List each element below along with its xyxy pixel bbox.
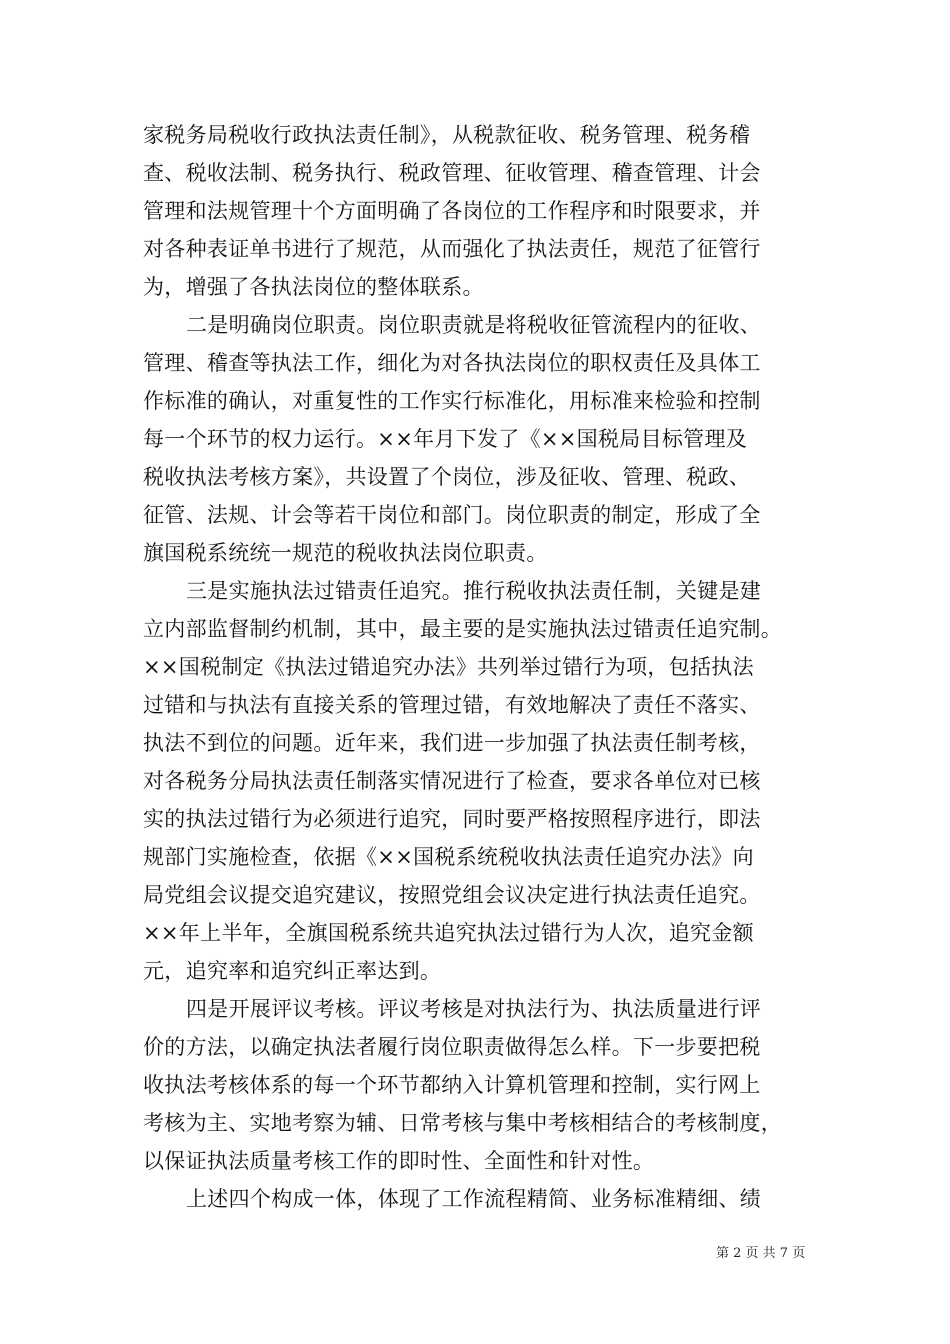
text-line: 立内部监督制约机制，其中，最主要的是实施执法过错责任追究制。 <box>143 617 782 641</box>
text-line: 管理、稽查等执法工作，细化为对各执法岗位的职权责任及具体工 <box>143 351 761 375</box>
text-line: ××国税制定《执法过错追究办法》共列举过错行为项，包括执法 <box>143 655 754 679</box>
page-number: 第 2 页 共 7 页 <box>716 1246 806 1261</box>
text-line: 为，增强了各执法岗位的整体联系。 <box>143 275 484 299</box>
text-line: 对各税务分局执法责任制落实情况进行了检查，要求各单位对已核 <box>143 769 761 793</box>
text-line: 局党组会议提交追究建议，按照党组会议决定进行执法责任追究。 <box>143 883 761 907</box>
paragraph-first-line: 二是明确岗位职责。岗位职责就是将税收征管流程内的征收、 <box>186 313 762 337</box>
paragraph-first-line: 四是开展评议考核。评议考核是对执法行为、执法质量进行评 <box>186 997 762 1021</box>
paragraph-first-line: 三是实施执法过错责任追究。推行税收执法责任制，关键是建 <box>186 579 762 603</box>
text-line: 实的执法过错行为必须进行追究，同时要严格按照程序进行，即法 <box>143 807 761 831</box>
text-line: 管理和法规管理十个方面明确了各岗位的工作程序和时限要求，并 <box>143 199 761 223</box>
text-line: 征管、法规、计会等若干岗位和部门。岗位职责的制定，形成了全 <box>143 503 761 527</box>
text-line: 旗国税系统统一规范的税收执法岗位职责。 <box>143 541 548 565</box>
text-line: 收执法考核体系的每一个环节都纳入计算机管理和控制，实行网上 <box>143 1073 761 1097</box>
text-line: 查、税收法制、税务执行、税政管理、征收管理、稽查管理、计会 <box>143 161 761 185</box>
text-line: 作标准的确认，对重复性的工作实行标准化，用标准来检验和控制 <box>143 389 761 413</box>
text-line: 家税务局税收行政执法责任制》，从税款征收、税务管理、税务稽 <box>143 123 751 147</box>
text-line: 以保证执法质量考核工作的即时性、全面性和针对性。 <box>143 1149 655 1173</box>
text-line: 对各种表证单书进行了规范，从而强化了执法责任，规范了征管行 <box>143 237 761 261</box>
document-body <box>143 116 823 1218</box>
text-line: 价的方法，以确定执法者履行岗位职责做得怎么样。下一步要把税 <box>143 1035 761 1059</box>
text-line: 执法不到位的问题。近年来，我们进一步加强了执法责任制考核， <box>143 731 761 755</box>
paragraph-first-line: 上述四个构成一体，体现了工作流程精简、业务标准精细、绩 <box>186 1187 762 1211</box>
text-line: ××年上半年，全旗国税系统共追究执法过错行为人次，追究金额 <box>143 921 754 945</box>
text-line: 税收执法考核方案》，共设置了个岗位，涉及征收、管理、税政、 <box>143 465 751 489</box>
text-line: 过错和与执法有直接关系的管理过错，有效地解决了责任不落实、 <box>143 693 761 717</box>
text-line: 每一个环节的权力运行。××年月下发了《××国税局目标管理及 <box>143 427 748 451</box>
text-line: 考核为主、实地考察为辅、日常考核与集中考核相结合的考核制度， <box>143 1111 782 1135</box>
text-line: 规部门实施检查，依据《××国税系统税收执法责任追究办法》向 <box>143 845 754 869</box>
text-line: 元，追究率和追究纠正率达到。 <box>143 959 442 983</box>
